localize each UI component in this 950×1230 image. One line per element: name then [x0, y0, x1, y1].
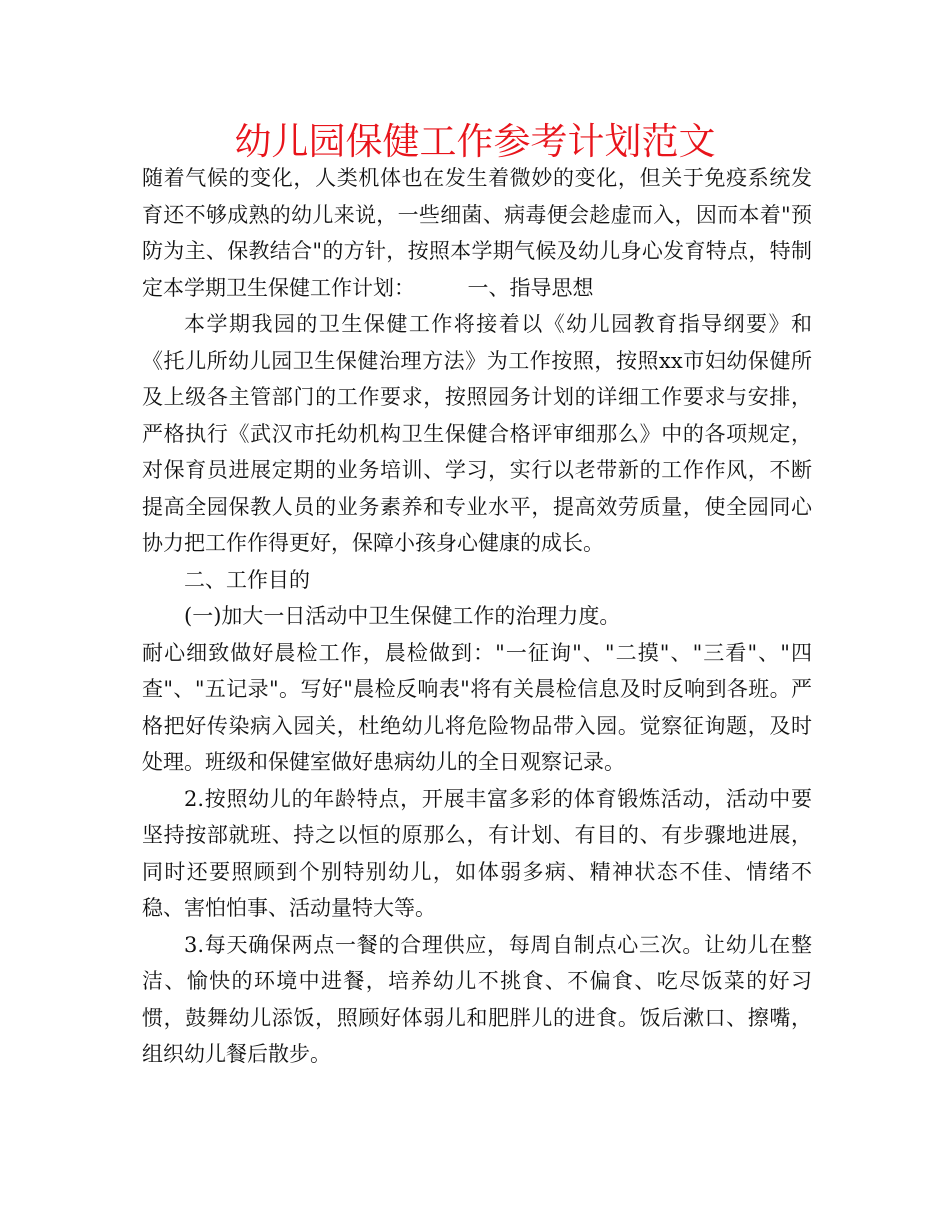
paragraph-item-3: 3.每天确保两点一餐的合理供应，每周自制点心三次。让幼儿在整洁、愉快的环境中进餐，培养幼儿不挑食、不偏食、吃尽饭菜的好习惯，鼓舞幼儿添饭，照顾好体弱儿和肥胖儿的进食。饭后漱口、擦嘴，组织幼儿餐后散步。	[142, 932, 812, 1066]
section-heading-goals: 二、工作目的	[184, 567, 310, 592]
document-title: 幼儿园保健工作参考计划范文	[234, 120, 716, 163]
paragraph-morning-check: 耐心细致做好晨检工作，晨检做到："一征询"、"二摸"、"三看"、"四查"、"五记录"。写好"晨检反响表"将有关晨检信息及时反响到各班。严格把好传染病入园关，杜绝幼儿将危险物品带入园。觉察征询题，及时处理。班级和保健室做好患病幼儿的全日观察记录。	[142, 640, 812, 774]
document-body	[142, 160, 812, 1073]
subsection-heading-1: (一)加大一日活动中卫生保健工作的治理力度。	[184, 604, 621, 628]
paragraph-item-2: 2.按照幼儿的年龄特点，开展丰富多彩的体育锻炼活动，活动中要坚持按部就班、持之以恒的原那么，有计划、有目的、有步骤地进展，同时还要照顾到个别特别幼儿，如体弱多病、精神状态不佳、情绪不稳、害怕怕事、活动量特大等。	[142, 786, 812, 920]
paragraph-intro: 随着气候的变化，人类机体也在发生着微妙的变化，但关于免疫系统发育还不够成熟的幼儿来说，一些细菌、病毒便会趁虚而入，因而本着"预防为主、保教结合"的方针，按照本学期气候及幼儿身心发育特点，特制定本学期卫生保健工作计划： 一、指导思想	[142, 166, 812, 300]
paragraph-guiding-content: 本学期我园的卫生保健工作将接着以《幼儿园教育指导纲要》和《托儿所幼儿园卫生保健治理方法》为工作按照，按照xx市妇幼保健所及上级各主管部门的工作要求，按照园务计划的详细工作要求与安排，严格执行《武汉市托幼机构卫生保健合格评审细那么》中的各项规定，对保育员进展定期的业务培训、学习，实行以老带新的工作作风，不断提高全园保教人员的业务素养和专业水平，提高效劳质量，使全园同心协力把工作作得更好，保障小孩身心健康的成长。	[142, 312, 812, 555]
